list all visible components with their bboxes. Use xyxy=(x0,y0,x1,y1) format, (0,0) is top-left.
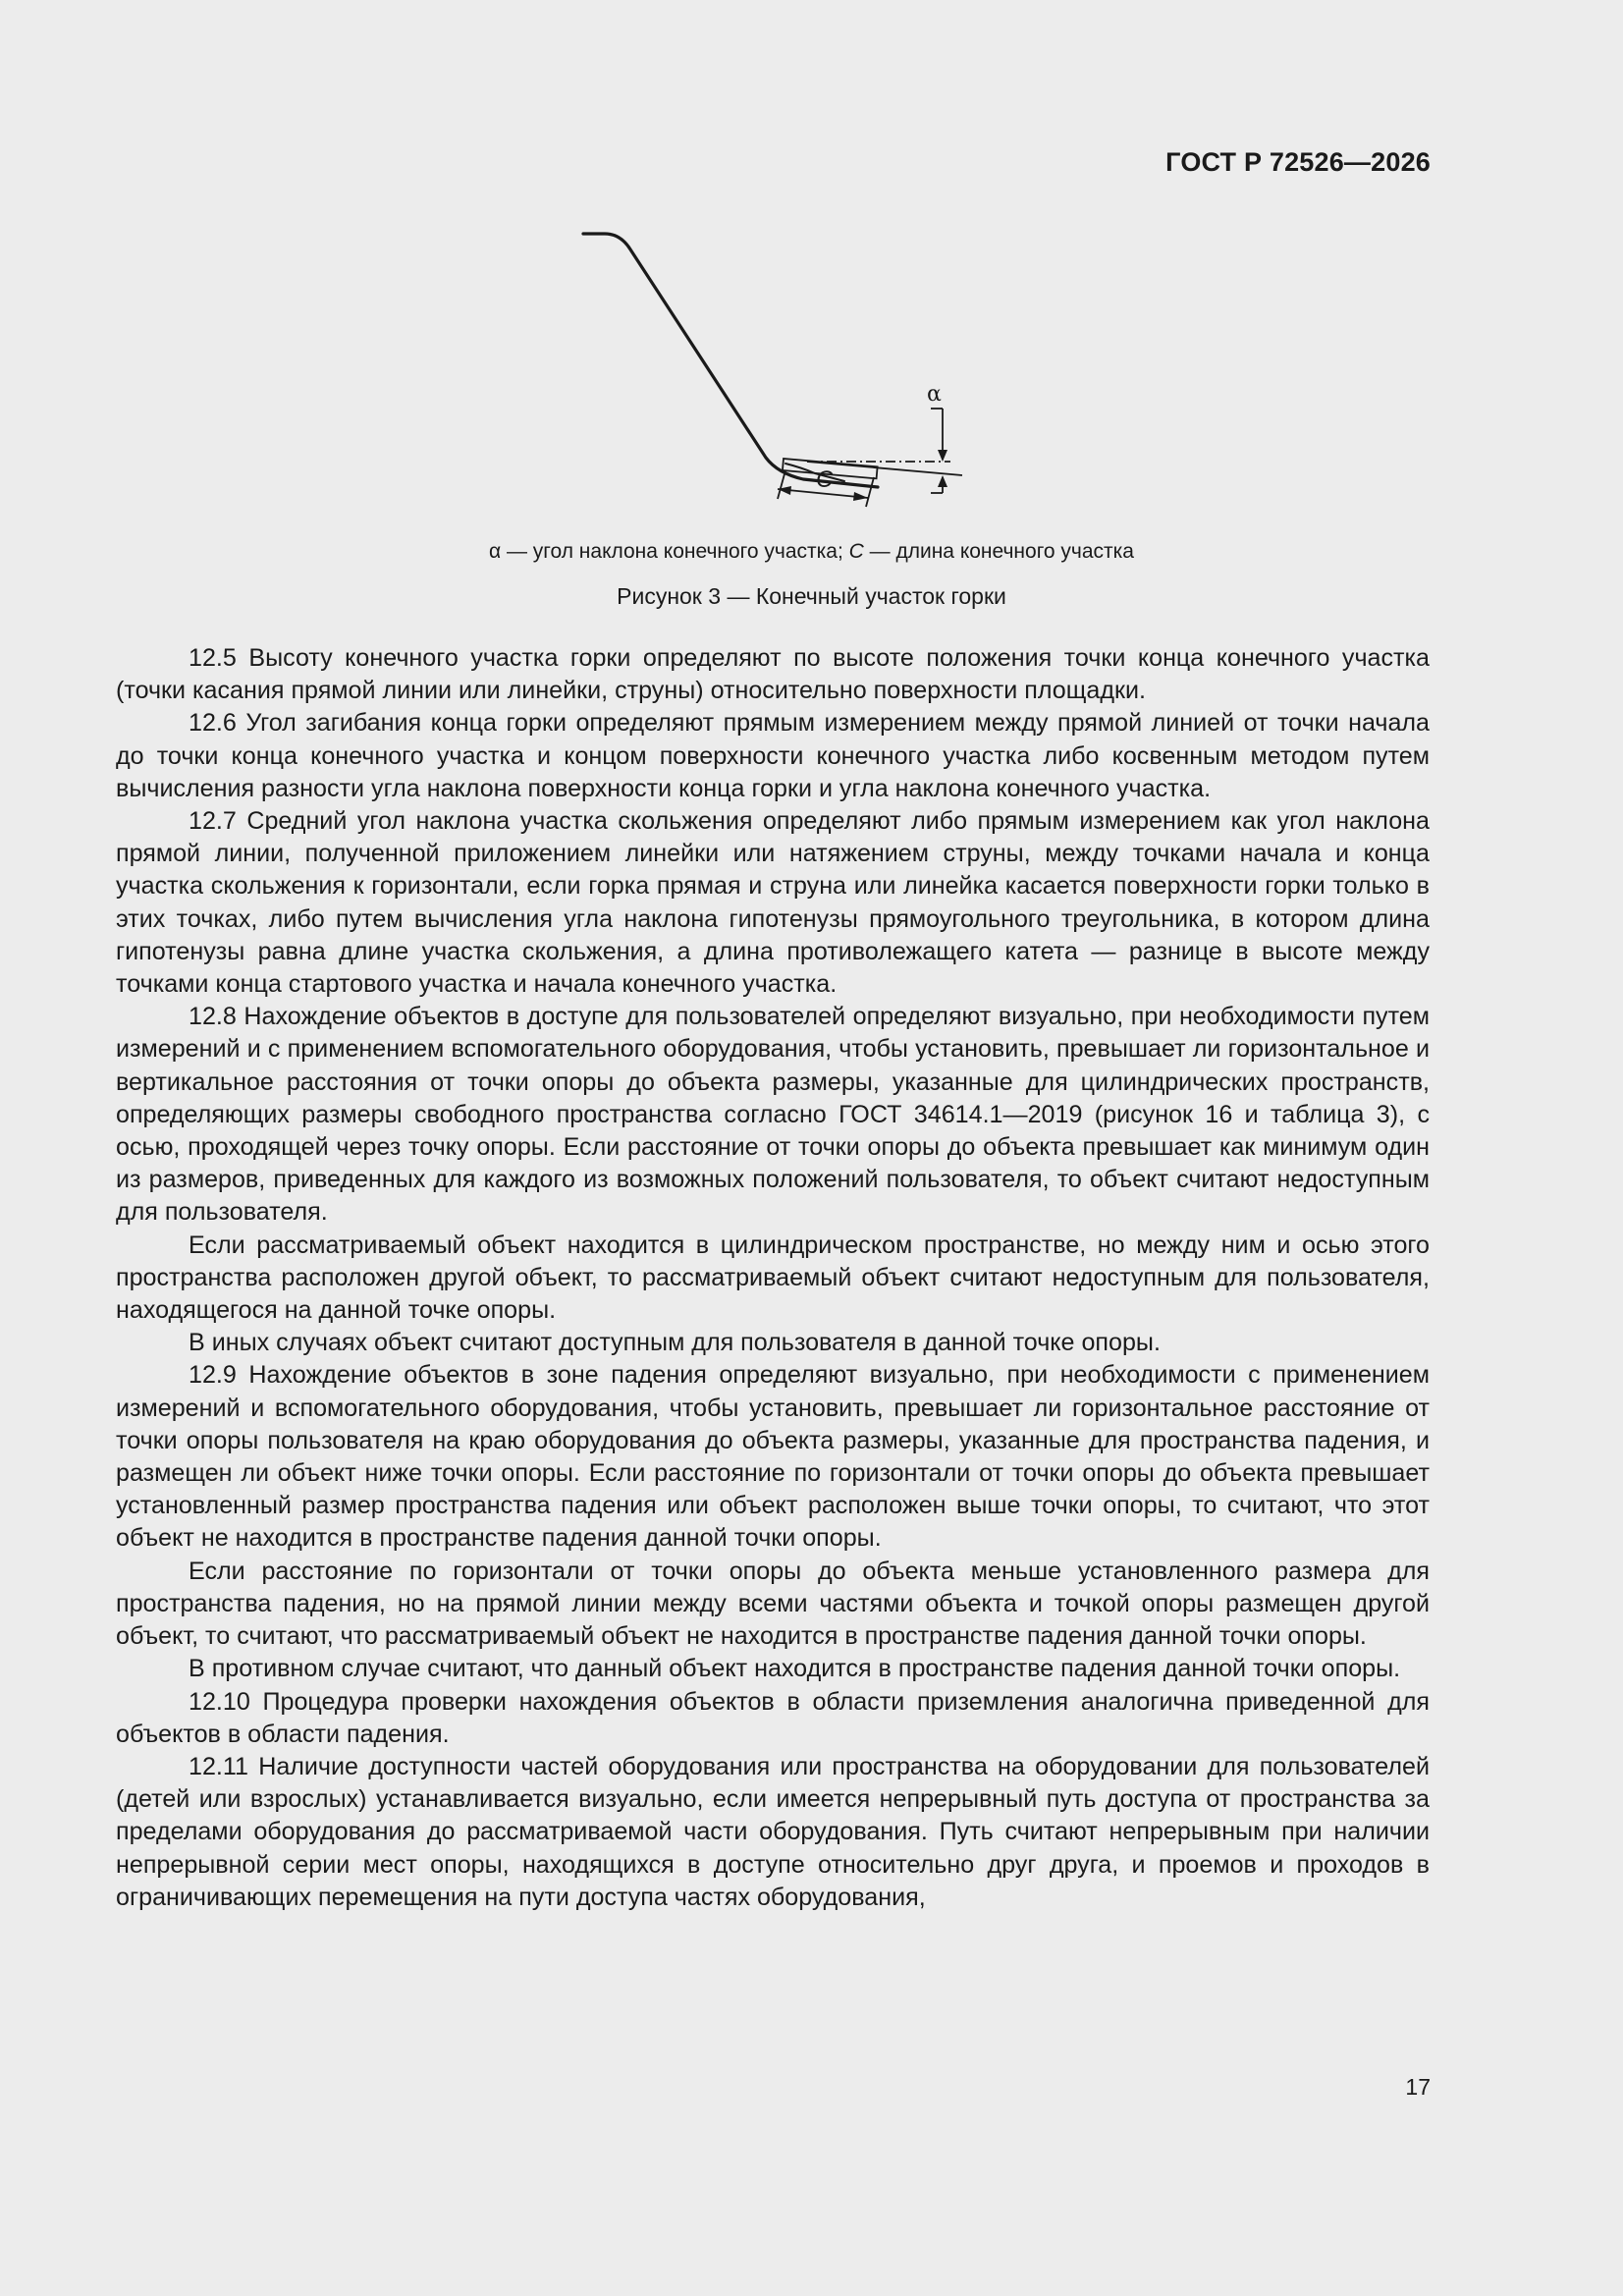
slide-profile-line xyxy=(583,234,878,487)
paragraph-12-6: 12.6 Угол загибания конца горки определяют прямым измерением между прямой линией от точки начала до точки конца конечного участка и концом поверхности конечного участка либо косвенным методом путем вычисления разности угла наклона поверхности конца горки и угла наклона конечного участка. xyxy=(116,709,1430,802)
paragraph-12-5: 12.5 Высоту конечного участка горки определяют по высоте положения точки конца конечного участка (точки касания прямой линии или линейки, струны) относительно поверхности площадки. xyxy=(116,644,1430,705)
paragraph-12-7: 12.7 Средний угол наклона участка скольжения определяют либо прямым измерением как угол наклона прямой линии, полученной приложением линейки или натяжением струны, между точками начала и конца участка скольжения к горизонтали, если горка прямая и струна или линейка касается поверхности горки только в этих точках, либо путем вычисления угла наклона гипотенузы прямоугольного треугольника, в котором длина гипотенузы равна длине участка скольжения, а длина противолежащего катета — разнице в высоте между точками конца стартового участка и начала конечного участка. xyxy=(116,807,1430,999)
legend-c-text: — длина конечного участка xyxy=(863,540,1134,563)
document-body xyxy=(116,642,1430,1914)
alpha-label: α xyxy=(927,382,942,407)
legend-alpha-text: α — угол наклона конечного участка; xyxy=(488,540,849,563)
slide-end-section-figure xyxy=(550,216,1001,511)
document-header: ГОСТ Р 72526—2026 xyxy=(1165,147,1431,177)
paragraph-12-9-continued: Если расстояние по горизонтали от точки опоры до объекта меньше установленного размера для пространства падения, но на прямой линии между всеми частями объекта и точкой опоры размещен другой объект, то считают, что рассматриваемый объект не находится в пространстве падения данной точки опоры. xyxy=(116,1557,1430,1651)
extension-line-right xyxy=(866,477,874,507)
legend-c-symbol: C xyxy=(848,540,864,563)
c-label: C xyxy=(816,466,834,493)
figure-caption: Рисунок 3 — Конечный участок горки xyxy=(617,583,1006,609)
paragraph-12-11: 12.11 Наличие доступности частей оборудования или пространства на оборудовании для пользователей (детей или взрослых) устанавливается визуально, если имеется непрерывный путь доступа от пространства за пределами оборудования до рассматриваемой части оборудования. Путь считают непрерывным при наличии непрерывной серии мест опоры, находящихся в доступе относительно друг друга, и проемов и проходов в ограничивающих перемещения на пути доступа частях оборудования, xyxy=(116,1752,1430,1911)
paragraph-12-8-continued: Если рассматриваемый объект находится в цилиндрическом пространстве, но между ним и осью этого пространства расположен другой объект, то рассматриваемый объект считают недоступным для пользователя, находящегося на данной точке опоры. xyxy=(116,1230,1430,1325)
alpha-arrow-down xyxy=(938,450,947,462)
paragraph-12-9-conclusion: В противном случае считают, что данный объект находится в пространстве падения данной точки опоры. xyxy=(189,1655,1401,1683)
alpha-arrow-up xyxy=(938,475,947,487)
paragraph-12-10: 12.10 Процедура проверки нахождения объектов в области приземления аналогична приведенной для объектов в области падения. xyxy=(116,1687,1430,1748)
page-number: 17 xyxy=(1405,2074,1431,2100)
figure-legend xyxy=(0,540,1623,564)
dimension-arrow-right xyxy=(853,492,868,501)
extension-line-left xyxy=(778,470,785,499)
paragraph-12-8-conclusion: В иных случаях объект считают доступным для пользователя в данной точке опоры. xyxy=(189,1329,1161,1357)
paragraph-12-8: 12.8 Нахождение объектов в доступе для пользователей определяют визуально, при необходимости путем измерений и с применением вспомогательного оборудования, чтобы установить, превышает ли горизонтальное и вертикальное расстояния от точки опоры до объекта размеры, указанные для цилиндрических пространств, определяющих размеры свободного пространства согласно ГОСТ 34614.1—2019 (рисунок 16 и таблица 3), с осью, проходящей через точку опоры. Если расстояние от точки опоры до объекта превышает как минимум один из размеров, приведенных для каждого из возможных положений пользователя, то объект считают недоступным для пользователя. xyxy=(116,1003,1430,1227)
paragraph-12-9: 12.9 Нахождение объектов в зоне падения определяют визуально, при необходимости с применением измерений и вспомогательного оборудования, чтобы установить, превышает ли горизонтальное расстояние от точки опоры пользователя на краю оборудования до объекта размеры, указанные для пространства падения, и размещен ли объект ниже точки опоры. Если расстояние по горизонтали от точки опоры до объекта превышает установленный размер пространства падения или объект расположен выше точки опоры, то считают, что этот объект не находится в пространстве падения данной точки опоры. xyxy=(116,1361,1430,1553)
